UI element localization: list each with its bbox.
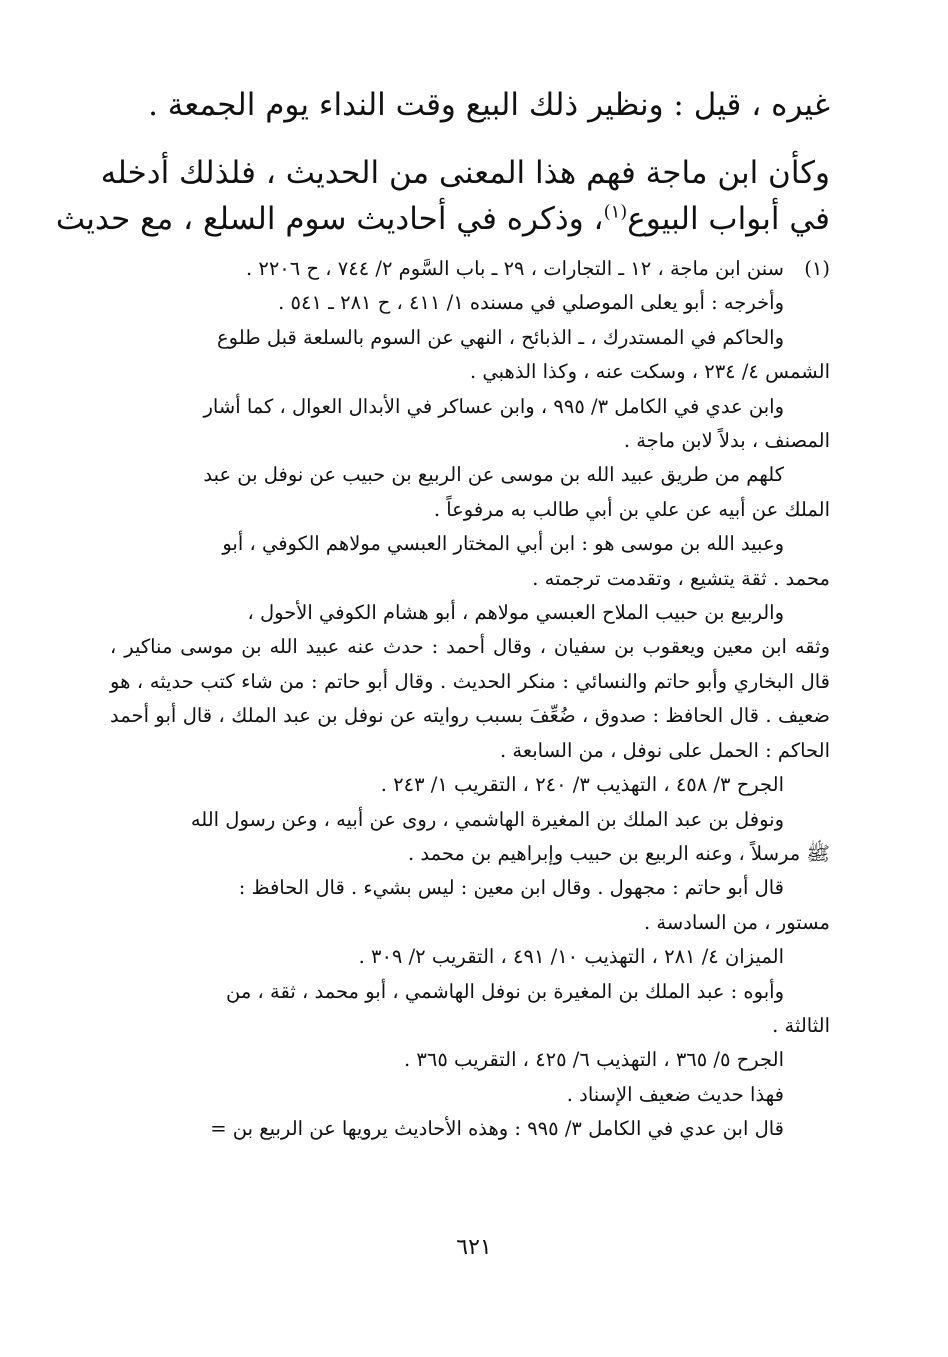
footnote-paragraph: وأخرجه : أبو يعلى الموصلي في مسنده ١/ ٤١١ ، ح ٢٨١ ـ ٥٤١ .	[278, 291, 784, 315]
footnote-paragraph: والحاكم في المستدرك ، ـ الذبائح ، النهي عن السوم بالسلعة قبل طلوع الشمس ٤/ ٢٣٤ ، وسكت عنه ، وكذا الذهبي .	[217, 325, 830, 384]
footnote-paragraph: الميزان ٤/ ٢٨١ ، التهذيب ١٠/ ٤٩١ ، التقريب ٢/ ٣٠٩ .	[358, 945, 784, 969]
footnote-paragraph: الجرح ٥/ ٣٦٥ ، التهذيب ٦/ ٤٢٥ ، التقريب ٣٦٥ .	[404, 1048, 784, 1072]
page-number: ٦٢١	[456, 1235, 492, 1260]
body-line-3	[55, 196, 830, 242]
footnote-paragraph: قال ابن عدي في الكامل ٣/ ٩٩٥ : وهذه الأحاديث يرويها عن الربيع بن =	[210, 1117, 784, 1141]
footnote-paragraph: وابن عدي في الكامل ٣/ ٩٩٥ ، وابن عساكر في الأبدال العوال ، كما أشار المصنف ، بدلاً لابن ماجة .	[203, 394, 830, 453]
footnote-paragraph: الجرح ٣/ ٤٥٨ ، التهذيب ٣/ ٢٤٠ ، التقريب ١/ ٢٤٣ .	[380, 773, 784, 797]
body-line-3-end: ، وذكره في أحاديث سوم السلع ، مع حديث	[55, 201, 604, 237]
footnote-source: سنن ابن ماجة ، ١٢ ـ التجارات ، ٢٩ ـ باب السَّوم ٢/ ٧٤٤ ، ح ٢٢٠٦ .	[245, 257, 784, 280]
footnote-paragraph: وعبيد الله بن موسى هو : ابن أبي المختار العبسي مولاهم الكوفي ، أبو محمد . ثقة يتشيع ، وتقدمت ترجمته .	[222, 532, 830, 590]
footnote-paragraph: وأبوه : عبد الملك بن المغيرة بن نوفل الهاشمي ، أبو محمد ، ثقة ، من الثالثة .	[226, 979, 830, 1037]
footnote-marker: (١)	[804, 257, 830, 280]
body-line-3-start: في أبواب البيوع	[627, 201, 830, 237]
footnotes	[110, 252, 830, 1147]
footnote-paragraph: ونوفل بن عبد الملك بن المغيرة الهاشمي ، روى عن أبيه ، وعن رسول الله ﷺ مرسلاً ، وعنه الربيع بن حبيب وإبراهيم بن محمد .	[190, 807, 830, 865]
body-line-2: وكأن ابن ماجة فهم هذا المعنى من الحديث ، فلذلك أدخله	[100, 155, 830, 191]
body-line-1: غيره ، قيل : ونظير ذلك البيع وقت النداء يوم الجمعة .	[148, 87, 830, 123]
footnote-reference[interactable]: (١)	[603, 201, 628, 223]
footnote-paragraph: قال أبو حاتم : مجهول . وقال ابن معين : ليس بشيء . قال الحافظ : مستور ، من السادسة .	[238, 876, 830, 934]
footnote-first-line	[110, 252, 830, 286]
footnote-paragraph: والربيع بن حبيب الملاح العبسي مولاهم ، أبو هشام الكوفي الأحول ، وثقه ابن معين ويعقوب بن سفيان ، وقال أحمد : حدث عنه عبيد الله بن موسى مناكير ، قال البخاري وأبو حاتم والنسائي : منكر الحديث . وقال أبو حاتم : من شاء كتب حديثه ، هو ضعيف . قال الحافظ : صدوق ، ضُعِّفَ بسبب روايته عن نوفل بن عبد الملك ، قال أبو أحمد الحاكم : الحمل على نوفل ، من السابعة .	[110, 601, 830, 762]
footnote-paragraph: فهذا حديث ضعيف الإسناد .	[566, 1082, 784, 1106]
footnote-paragraph: كلهم من طريق عبيد الله بن موسى عن الربيع بن حبيب عن نوفل بن عبد الملك عن أبيه عن علي بن أبي طالب به مرفوعاً .	[203, 463, 830, 521]
